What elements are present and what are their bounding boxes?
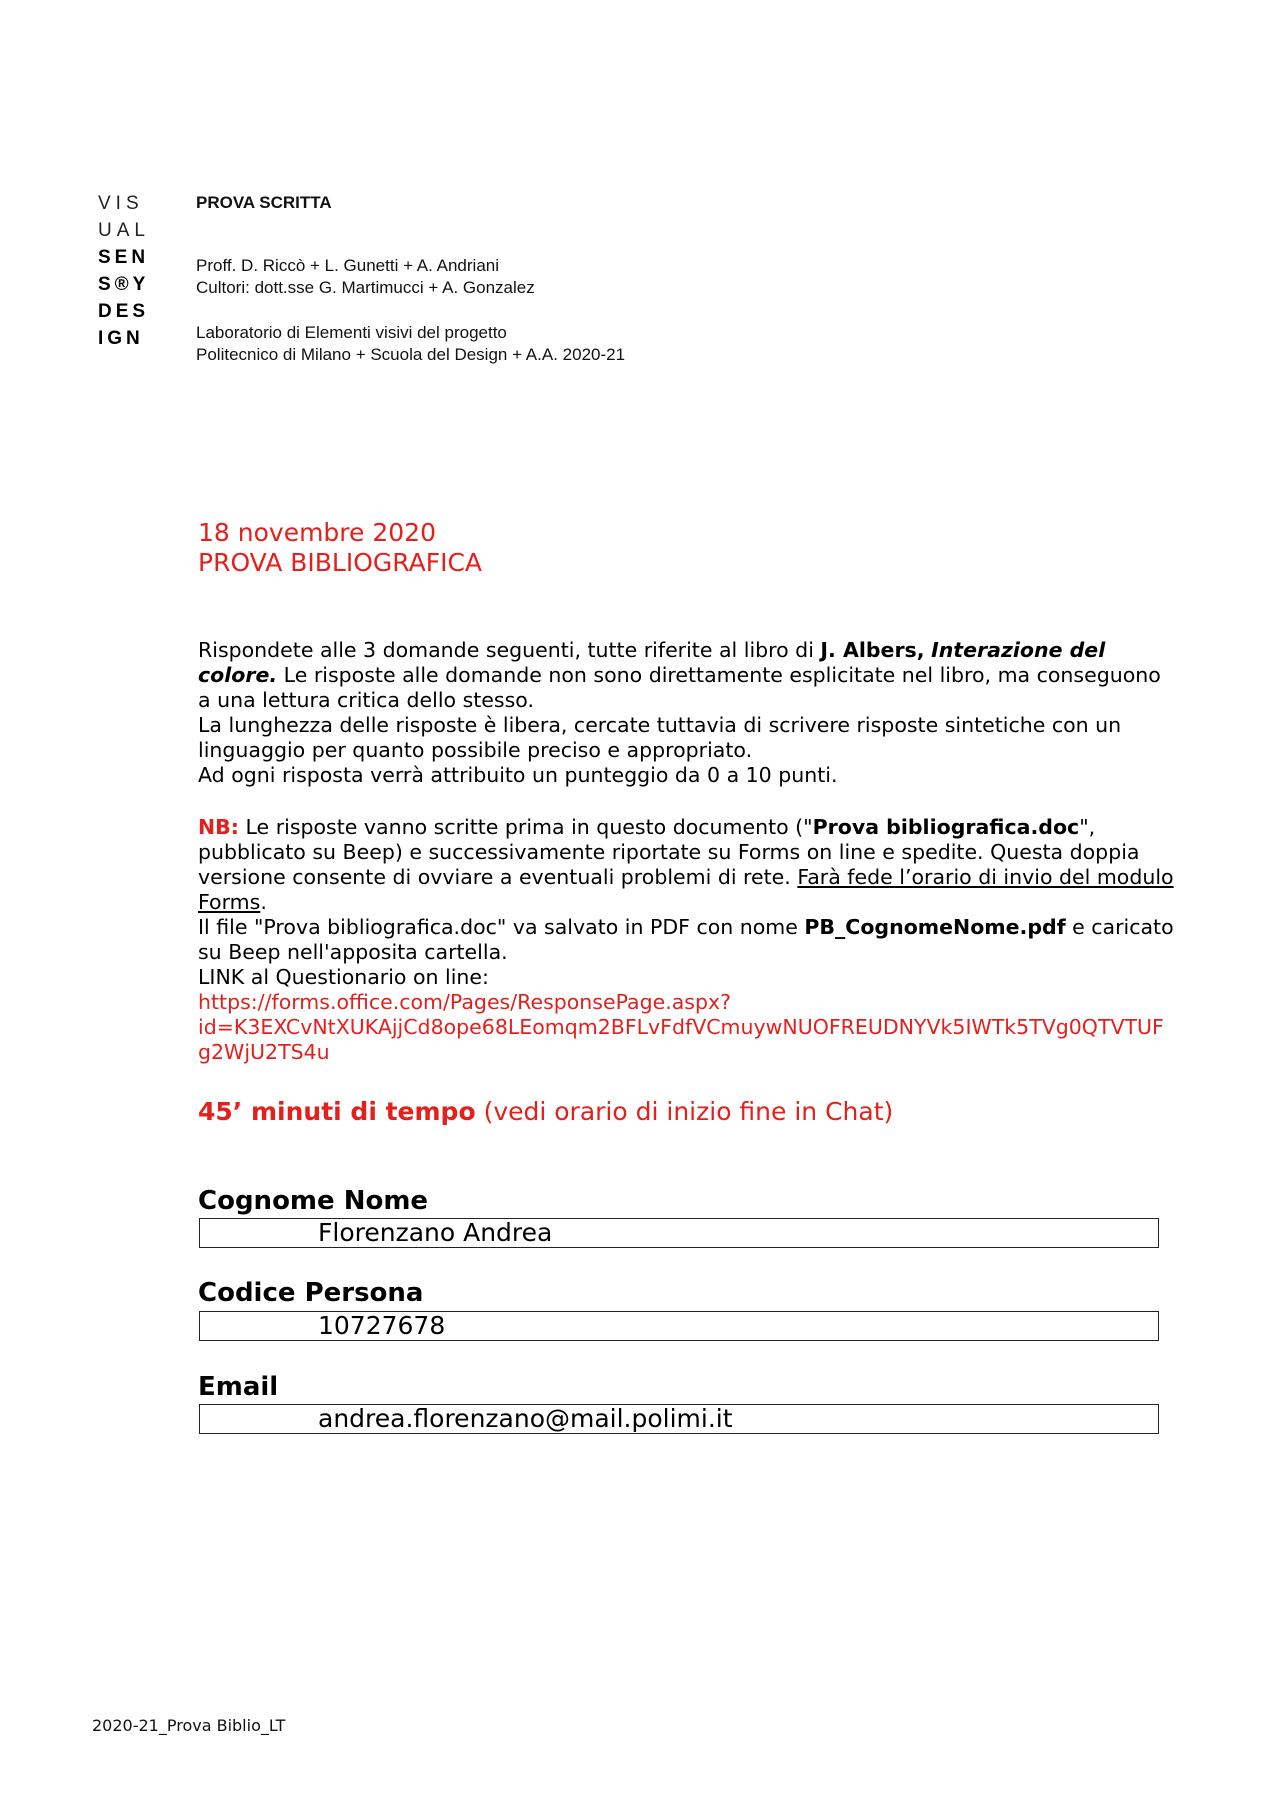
course-info xyxy=(196,322,625,366)
cultori: Cultori: dott.sse G. Martimucci + A. Gonzalez xyxy=(196,278,535,297)
nb-text: . xyxy=(260,890,267,914)
email-label: Email xyxy=(198,1372,279,1402)
nb-section xyxy=(198,815,1178,1065)
link-label: LINK al Questionario on line: xyxy=(198,965,489,989)
heading-block xyxy=(198,518,482,578)
logo-line: IGN xyxy=(98,328,144,349)
school-name: Politecnico di Milano + Scuola del Design + A.A. 2020-21 xyxy=(196,345,626,364)
length-paragraph: La lunghezza delle risposte è libera, cercate tuttavia di scrivere risposte sintetiche con un linguaggio per quanto possibile preciso e appropriato. xyxy=(198,713,1122,762)
book-author: J. Albers, xyxy=(820,638,925,662)
logo-line: SEN xyxy=(98,247,150,268)
email-field[interactable]: andrea.florenzano@mail.polimi.it xyxy=(199,1404,1159,1434)
nb-text: Le risposte vanno scritte prima in questo documento (" xyxy=(238,815,813,839)
exam-title: PROVA BIBLIOGRAFICA xyxy=(198,548,483,577)
link-url[interactable]: https://forms.office.com/Pages/ResponsePage.aspx? xyxy=(198,990,732,1014)
logo-line: VIS xyxy=(98,193,144,214)
nb-label: NB: xyxy=(198,815,239,839)
lab-name: Laboratorio di Elementi visivi del progetto xyxy=(196,323,507,342)
logo-line: DES xyxy=(98,301,150,322)
book-title: Interazione del colore. xyxy=(198,638,1106,687)
code-field[interactable]: 10727678 xyxy=(199,1311,1159,1341)
intro-text: Le risposte alle domande non sono direttamente esplicitate nel libro, ma conseguono a una lettura critica dello stesso. xyxy=(198,663,1161,712)
document-title: PROVA SCRITTA xyxy=(196,193,332,212)
pdf-filename: PB_CognomeNome.pdf xyxy=(804,915,1066,939)
intro-text: Rispondete alle 3 domande seguenti, tutte riferite al libro di xyxy=(198,638,821,662)
time-limit xyxy=(198,1097,893,1127)
link-id[interactable]: id=K3EXCvNtXUKAjjCd8ope68LEomqm2BFLvFdfVCmuywNUOFREUDNYVk5IWTk5TVg0QTVTUFg2WjU2TS4u xyxy=(198,1015,1164,1064)
code-label: Codice Persona xyxy=(198,1278,424,1308)
nb-underlined: Farà fede l’orario di invio del modulo Forms xyxy=(198,865,1174,914)
logo-line: UAL xyxy=(98,220,150,241)
doc-name: Prova bibliografica.doc xyxy=(812,815,1080,839)
instructions xyxy=(198,638,1178,788)
name-label: Cognome Nome xyxy=(198,1186,429,1216)
file-text: e caricato su Beep nell'apposita cartella. xyxy=(198,915,1174,964)
name-field[interactable]: Florenzano Andrea xyxy=(199,1218,1159,1248)
course-staff xyxy=(196,255,535,299)
time-bold: 45’ minuti di tempo xyxy=(198,1097,476,1126)
exam-date: 18 novembre 2020 xyxy=(198,518,436,547)
logo-line: S®Y xyxy=(98,274,150,295)
professors: Proff. D. Riccò + L. Gunetti + A. Andriani xyxy=(196,256,500,275)
questionnaire-link[interactable] xyxy=(198,990,1178,1065)
visual-sensory-design-logo xyxy=(98,190,178,352)
time-note: (vedi orario di inizio fine in Chat) xyxy=(475,1097,894,1126)
file-paragraph xyxy=(198,915,1178,965)
page-footer: 2020-21_Prova Biblio_LT xyxy=(92,1716,286,1735)
nb-paragraph xyxy=(198,815,1178,915)
intro-paragraph xyxy=(198,638,1178,713)
score-paragraph: Ad ogni risposta verrà attribuito un punteggio da 0 a 10 punti. xyxy=(198,763,838,787)
file-text: Il file "Prova bibliografica.doc" va salvato in PDF con nome xyxy=(198,915,805,939)
nb-text: ", pubblicato su Beep) e successivamente riportate su Forms on line e spedite. Questa doppia versione consente di ovviare a eventuali problemi di rete. xyxy=(198,815,1140,889)
